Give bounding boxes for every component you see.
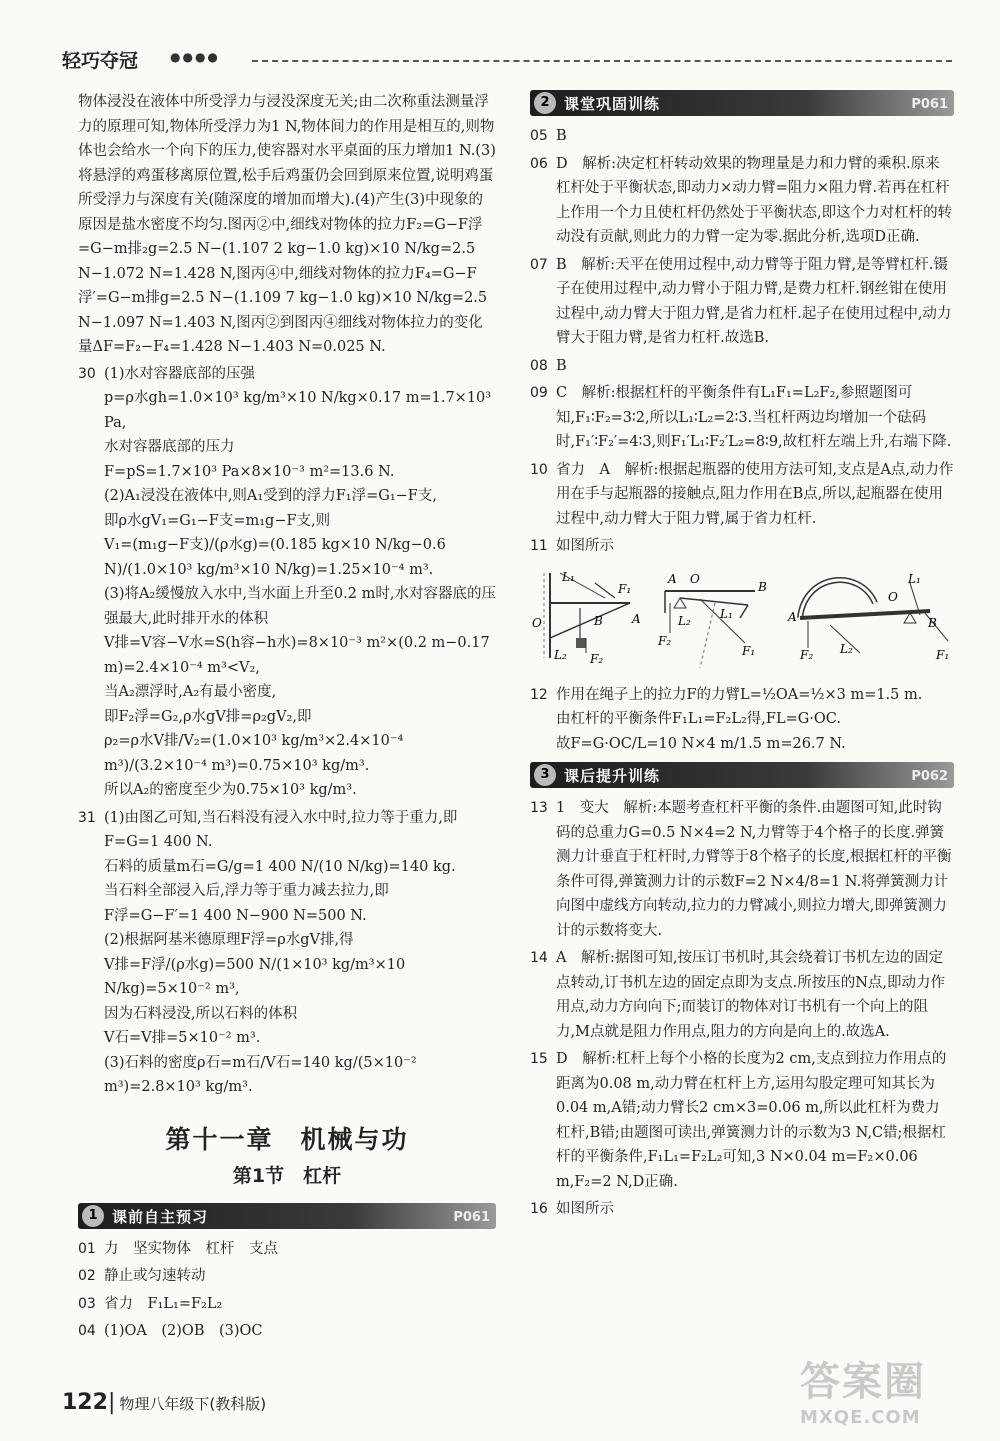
answer-text: 静止或匀速转动	[104, 1268, 206, 1284]
question-31	[78, 806, 496, 1100]
answer-line: 即ρ水gV₁=G₁−F支=m₁g−F支,则	[104, 512, 331, 529]
formula-line: 作用在绳子上的拉力F的力臂L=½OA=½×3 m=1.5 m.	[556, 686, 923, 703]
question-number: 05	[530, 128, 548, 144]
answer-text: 1 变大 解析:本题考查杠杆平衡的条件.由题图可知,此时钩码的总重力G=0.5 N×4=2 N,力臂等于4个格子的长度.弹簧测力计垂直于杠杆时,力臂等于8个格子的长度,根据杠杆的平衡条件可得,弹簧测力计的示数F=2 N×4/8=1 N.将弹簧测力计向图中虚线方向转动,拉力的力臂减小,则拉力增大,即弹簧测力计的示数将变大.	[556, 800, 952, 939]
answer-line: (1)水对容器底部的压强	[104, 365, 256, 382]
lever-figure-3	[787, 572, 949, 662]
question-number: 08	[530, 357, 548, 374]
fig-label: B	[758, 579, 767, 594]
page-header	[62, 44, 952, 74]
header-divider	[252, 60, 952, 62]
fig-label: L₁	[562, 569, 575, 584]
fig-label: B	[594, 613, 603, 628]
question-number: 13	[530, 800, 548, 816]
fig-label: F₂	[658, 633, 672, 648]
list-item	[530, 381, 954, 455]
answer-text: 力 坚实物体 杠杆 支点	[104, 1240, 278, 1257]
formula-line: 故F=G·OC/L=10 N×4 m/1.5 m=26.7 N.	[556, 735, 846, 752]
section-title: 第1节 杠杆	[232, 1165, 342, 1187]
answer-line: F浮=G−F′=1 400 N−900 N=500 N.	[104, 907, 367, 924]
answer-line: F=pS=1.7×10³ Pa×8×10⁻³ m²=13.6 N.	[104, 463, 395, 480]
answer-line: (3)将A₂缓慢放入水中,当水面上升至0.2 m时,水对容器底的压强最大,此时排开水的体积	[104, 586, 496, 627]
section-bar-preview	[78, 1203, 496, 1229]
lever-diagrams-svg	[530, 563, 954, 673]
question-number: 03	[78, 1295, 96, 1312]
list-item	[78, 1264, 496, 1289]
list-item	[530, 1197, 954, 1222]
formula-line: V排=V容−V水=S(h容−h水)=8×10⁻³ m²×(0.2 m−0.17 m)=2.4×10⁻⁴ m³<V₂,	[104, 635, 490, 676]
question-30	[78, 362, 496, 803]
book-title: 物理八年级下(教科版)	[119, 1395, 267, 1413]
question-number: 15	[530, 1051, 548, 1067]
answer-text: 如图所示	[556, 1201, 614, 1217]
lever-figure-1	[532, 570, 641, 666]
answer-text: C 解析:根据杠杆的平衡条件有L₁F₁=L₂F₂,参照题图可知,F₁∶F₂=3∶2,所以L₁∶L₂=2∶3.当杠杆两边均增加一个砝码时,F₁′∶F₂′=4∶3,则F₁′L₁∶F₂′L₂=8∶9,故杠杆左端上升,右端下降.	[556, 385, 952, 450]
section-bar-page: P061	[453, 1209, 490, 1225]
list-item	[78, 1237, 496, 1262]
formula-line: 石料的质量m石=G/g=1 400 N/(10 N/kg)=140 kg.	[104, 858, 456, 875]
question-number: 06	[530, 155, 548, 172]
question-number: 30	[78, 365, 96, 382]
watermark-url: MXQE.COM	[800, 1407, 921, 1428]
fig-label: F₁	[742, 643, 756, 658]
formula-line: V₁=(m₁g−F支)/(ρ水g)=(0.185 kg×10 N/kg−0.6 N)/(1.0×10³ kg/m³×10 N/kg)=1.25×10⁻⁴ m³.	[104, 537, 446, 578]
answer-line: 水对容器底部的压力	[104, 439, 235, 455]
formula-line: ρ₂=ρ水V排/V₂=(1.0×10³ kg/m³×2.4×10⁻⁴ m³)/(3.2×10⁻⁴ m³)=0.75×10³ kg/m³.	[104, 733, 404, 774]
question-12	[530, 683, 954, 757]
fig-label: L₁	[720, 606, 733, 621]
page-footer: 122| 物理八年级下(教科版)	[62, 1390, 267, 1415]
fig-label: F₁	[936, 647, 950, 662]
list-item	[530, 796, 954, 943]
list-item	[530, 458, 954, 532]
answer-line: (1)由图乙可知,当石料没有浸入水中时,拉力等于重力,即F=G=1 400 N.	[104, 809, 458, 850]
list-item	[530, 534, 954, 559]
question-number: 07	[530, 256, 548, 273]
right-column	[530, 90, 954, 1225]
answer-text: 省力 A 解析:根据起瓶器的使用方法可知,支点是A点,动力作用在手与起瓶器的接触点,阻力作用在B点,所以,起瓶器在使用过程中,动力臂大于阻力臂,属于省力杠杆.	[556, 461, 954, 527]
section-bar-title: 课前自主预习	[112, 1207, 209, 1226]
fig-label: F₂	[800, 647, 814, 662]
section-bar-after	[530, 762, 954, 788]
fig-label: O	[888, 589, 898, 604]
question-number: 01	[78, 1240, 96, 1257]
answer-text: B	[556, 128, 567, 144]
question-number: 04	[78, 1323, 96, 1339]
lever-diagrams	[530, 563, 954, 673]
question-number: 02	[78, 1268, 96, 1284]
section-bar-class	[530, 90, 954, 116]
answer-text: A 解析:据图可知,按压订书机时,其会绕着订书机左边的固定点转动,订书机左边的固定点即为支点.所按压的N点,即动力作用点,动力方向向下;而装订的物体对订书机有一个向上的阻力,M点就是阻力作用点,阻力的方向是向上的.故选A.	[556, 950, 946, 1040]
chapter-title: 第十一章 机械与功	[165, 1124, 409, 1154]
answer-line: 即F₂浮=G₂,ρ水gV排=ρ₂gV₂,即	[104, 708, 312, 725]
fig-label: L₁	[908, 571, 921, 586]
list-item	[530, 124, 954, 149]
section-bar-page: P061	[911, 97, 948, 112]
question-number: 09	[530, 385, 548, 401]
section-badge: 1	[82, 1205, 104, 1227]
fig-label: L₂	[554, 647, 567, 662]
list-item	[78, 1292, 496, 1317]
answer-line: 所以A₂的密度至少为0.75×10³ kg/m³.	[104, 782, 357, 798]
formula-line: V排=F浮/(ρ水g)=500 N/(1×10³ kg/m³×10 N/kg)=5×10⁻² m³,	[104, 956, 406, 997]
answer-line: 因为石料浸没,所以石料的体积	[104, 1005, 298, 1022]
question-number: 31	[78, 809, 96, 826]
formula-line: (3)石料的密度ρ石=m石/V石=140 kg/(5×10⁻² m³)=2.8×10³ kg/m³.	[104, 1054, 417, 1095]
brand-logo-sub: ●●●●	[170, 50, 220, 64]
left-column	[78, 90, 496, 1347]
section-bar-title: 课后提升训练	[564, 767, 661, 785]
brand-logo: 轻巧夺冠	[62, 50, 139, 72]
question-number: 14	[530, 950, 548, 966]
answer-text: 如图所示	[556, 538, 614, 554]
answer-line: (2)A₁浸没在液体中,则A₁受到的浮力F₁浮=G₁−F支,	[104, 488, 437, 504]
fig-label: L₂	[840, 641, 853, 656]
fig-label: B	[928, 615, 937, 630]
fig-label: F₁	[618, 581, 632, 596]
fig-label: F₂	[590, 651, 604, 666]
answer-line: V石=V排=5×10⁻² m³.	[104, 1030, 261, 1046]
answer-text: (1)OA (2)OB (3)OC	[104, 1323, 263, 1339]
fig-label: A	[788, 609, 797, 624]
lever-figure-2	[657, 572, 767, 668]
watermark-logo	[800, 1350, 990, 1435]
fig-label: A	[668, 571, 677, 586]
page-number: 122	[62, 1390, 108, 1415]
answer-line: (2)根据阿基米德原理F浮=ρ水gV排,得	[104, 932, 354, 948]
question-number: 11	[530, 538, 548, 554]
list-item	[530, 1047, 954, 1194]
list-item	[530, 354, 954, 379]
answer-text: D 解析:决定杠杆转动效果的物理量是力和力臂的乘积.原来杠杆处于平衡状态,即动力×动力臂=阻力×阻力臂.若再在杠杆上作用一个力且使杠杆仍然处于平衡状态,即这个力对杠杆的转动没有贡献,则此力的力臂一定为零.据此分析,选项D正确.	[556, 155, 953, 245]
section-bar-title: 课堂巩固训练	[564, 95, 661, 113]
q29-continuation: 物体浸没在液体中所受浮力与浸没深度无关;由二次称重法测量浮力的原理可知,物体所受浮力为1 N,物体间力的作用是相互的,则物体也会给水一个向下的压力,使容器对水平桌面的压力增加1 N.(3)将悬浮的鸡蛋移离原位置,松手后鸡蛋仍会回到原来位置,说明鸡蛋所受浮力与深度有关(随深度的增加而增大).(4)产生(3)中现象的原因是盐水密度不均匀.图丙②中,细线对物体的拉力F₂=G−F浮=G−m排₂g=2.5 N−(1.107 2 kg−1.0 kg)×10 N/kg=2.5 N−1.072 N=1.428 N,图丙④中,细线对物体的拉力F₄=G−F浮′=G−m排g=2.5 N−(1.109 7 kg−1.0 kg)×10 N/kg=2.5 N−1.097 N=1.403 N,图丙②到图丙④细线对物体拉力的变化量ΔF=F₂−F₄=1.428 N−1.403 N=0.025 N.	[78, 94, 496, 355]
fig-label: O	[532, 615, 542, 630]
answer-line: 由杠杆的平衡条件F₁L₁=F₂L₂得,FL=G·OC.	[556, 711, 841, 727]
question-number: 10	[530, 461, 548, 478]
answer-line: 当石料全部浸入后,浮力等于重力减去拉力,即	[104, 883, 389, 899]
fig-label: O	[690, 571, 700, 586]
list-item	[530, 253, 954, 351]
list-item	[78, 1319, 496, 1344]
answer-text: 省力 F₁L₁=F₂L₂	[104, 1295, 223, 1312]
question-number: 12	[530, 686, 548, 703]
list-item	[530, 946, 954, 1044]
answer-line: p=ρ水gh=1.0×10³ kg/m³×10 N/kg×0.17 m=1.7×10³ Pa,	[104, 390, 492, 431]
fig-label: L₂	[678, 613, 691, 628]
answer-text: D 解析:杠杆上每个小格的长度为2 cm,支点到拉力作用点的距离为0.08 m,动力臂在杠杆上方,运用勾股定理可知其长为0.04 m,A错;动力臂长2 cm×3=0.06 m,所以此杠杆为费力杠杆,B错;由题图可读出,弹簧测力计的示数为3 N,C错;根据杠杆的平衡条件,F₁L₁=F₂L₂可知,3 N×0.04 m=F₂×0.06 m,F₂=2 N,D正确.	[556, 1051, 947, 1190]
section-badge: 2	[534, 92, 556, 114]
list-item	[530, 152, 954, 250]
answer-text: B 解析:天平在使用过程中,动力臂等于阻力臂,是等臂杠杆.镊子在使用过程中,动力臂小于阻力臂,是费力杠杆.钢丝钳在使用过程中,动力臂大于阻力臂,是省力杠杆.起子在使用过程中,动力臂大于阻力臂,是省力杠杆.故选B.	[556, 256, 952, 346]
answer-text: B	[556, 357, 567, 374]
section-bar-page: P062	[911, 769, 948, 784]
question-number: 16	[530, 1201, 548, 1217]
answer-line: 当A₂漂浮时,A₂有最小密度,	[104, 684, 277, 700]
fig-label: A	[632, 611, 641, 626]
watermark-text: 答案圈	[800, 1359, 926, 1405]
section-badge: 3	[534, 764, 556, 786]
